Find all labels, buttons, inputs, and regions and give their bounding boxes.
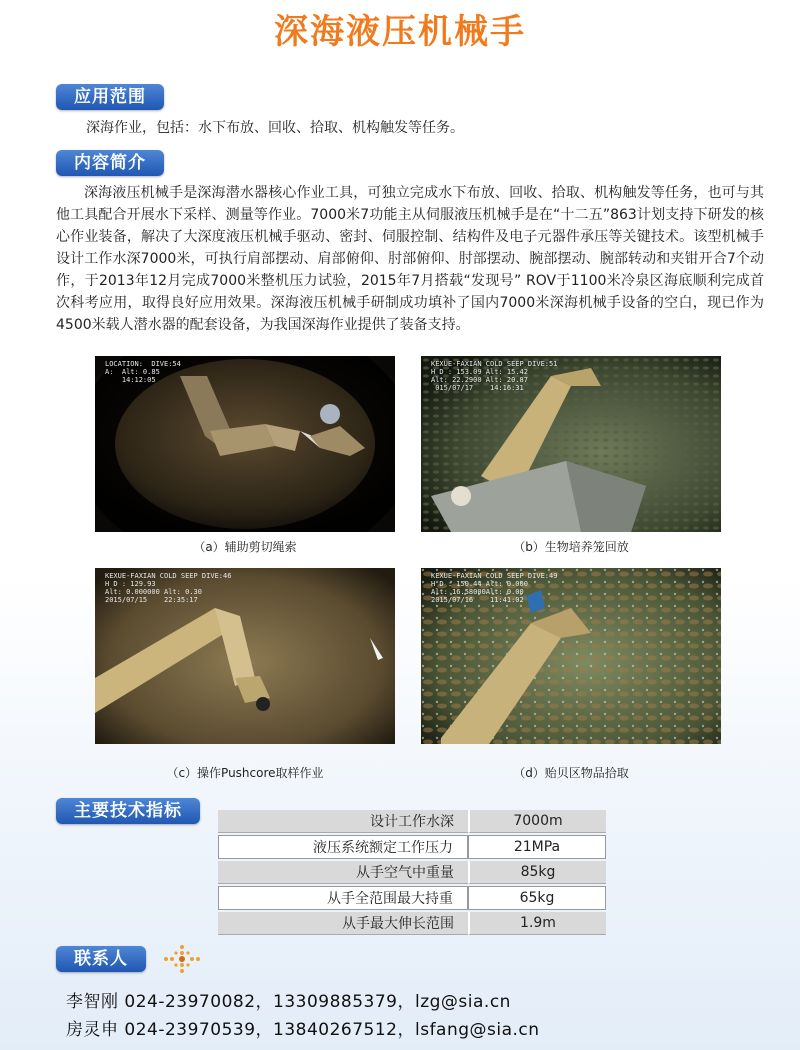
photo-b-caption: （b）生物培养笼回放 — [513, 540, 629, 554]
page-title: 深海液压机械手 — [274, 12, 526, 52]
application-text: 深海作业，包括：水下布放、回收、拾取、机构触发等任务。 — [86, 120, 464, 136]
spec-row — [218, 912, 606, 935]
spec-value: 1.9m — [468, 912, 606, 935]
photo-d — [421, 568, 721, 744]
photo-c-osd: KEXUE-FAXIAN COLD SEEP DIVE:46 H D : 129.93 Alt: 0.000000 Alt: 0.30 2015/07/15 22:35:17 — [105, 572, 232, 604]
photo-c — [95, 568, 395, 744]
spec-name: 从手全范围最大持重 — [218, 886, 468, 910]
section-label-contacts: 联系人 — [56, 946, 146, 972]
intro-text: 深海液压机械手是深海潜水器核心作业工具，可独立完成水下布放、回收、拾取、机构触发等任务，也可与其他工具配合开展水下采样、测量等作业。7000米7功能主从伺服液压机械手是在“十二五”863计划支持下研发的核心作业装备，解决了大深度液压机械手驱动、密封、伺服控制、结构件及电子元器件承压等关键技术。该型机械手设计工作水深7000米，可执行肩部摆动、肩部俯仰、肘部俯仰、肘部摆动、腕部摆动、腕部转动和夹钳开合7个动作，于2013年12月完成7000米整机压力试验，2015年7月搭载“发现号” ROV于1100米冷泉区海底顺利完成首次科考应用，取得良好应用效果。深海液压机械手研制成功填补了国内7000米深海机械手设备的空白，现已作为4500米载人潜水器的配套设备，为我国深海作业提供了装备支持。 — [56, 185, 764, 333]
photo-a-osd: LOCATION: DIVE:54 A: Alt: 0.85 14:12:05 — [105, 360, 181, 384]
section-label-application: 应用范围 — [56, 84, 164, 110]
spec-value: 21MPa — [468, 835, 606, 859]
section-label-intro: 内容简介 — [56, 150, 164, 176]
photo-b — [421, 356, 721, 532]
contact-line-2: 房灵申 024-23970539，13840267512，lsfang@sia.cn — [66, 1020, 540, 1040]
spec-row — [218, 861, 606, 884]
spec-name: 设计工作水深 — [218, 810, 468, 833]
spec-value: 65kg — [468, 886, 606, 910]
decorative-dots-icon — [162, 944, 202, 974]
spec-row — [218, 810, 606, 833]
photo-a-caption: （a）辅助剪切绳索 — [193, 540, 297, 554]
photo-a — [95, 356, 395, 532]
contact-line-1: 李智刚 024-23970082，13309885379，lzg@sia.cn — [66, 992, 511, 1012]
spec-name: 液压系统额定工作压力 — [218, 835, 468, 859]
photo-d-osd: KEXUE-FAXIAN COLD SEEP DIVE:49 H D : 150.44 Alt: 0.000 Alt: 16.58000Alt: 0.00 2015/07/16 11:41:02 — [431, 572, 558, 604]
photo-d-caption: （d）贻贝区物品拾取 — [513, 766, 629, 780]
spec-name: 从手空气中重量 — [218, 861, 468, 884]
spec-value: 85kg — [468, 861, 606, 884]
spec-row — [218, 886, 606, 910]
spec-row — [218, 835, 606, 859]
specs-table — [218, 808, 606, 937]
photo-b-osd: KEXUE-FAXIAN COLD SEEP DIVE:51 H D : 153.09 Alt: 15.42 Alt: 22.2900 Alt: 20.87 015/07/17 14:16:31 — [431, 360, 558, 392]
spec-value: 7000m — [468, 810, 606, 833]
section-label-specs: 主要技术指标 — [56, 798, 200, 824]
photo-c-caption: （c）操作Pushcore取样作业 — [166, 766, 324, 780]
spec-name: 从手最大伸长范围 — [218, 912, 468, 935]
